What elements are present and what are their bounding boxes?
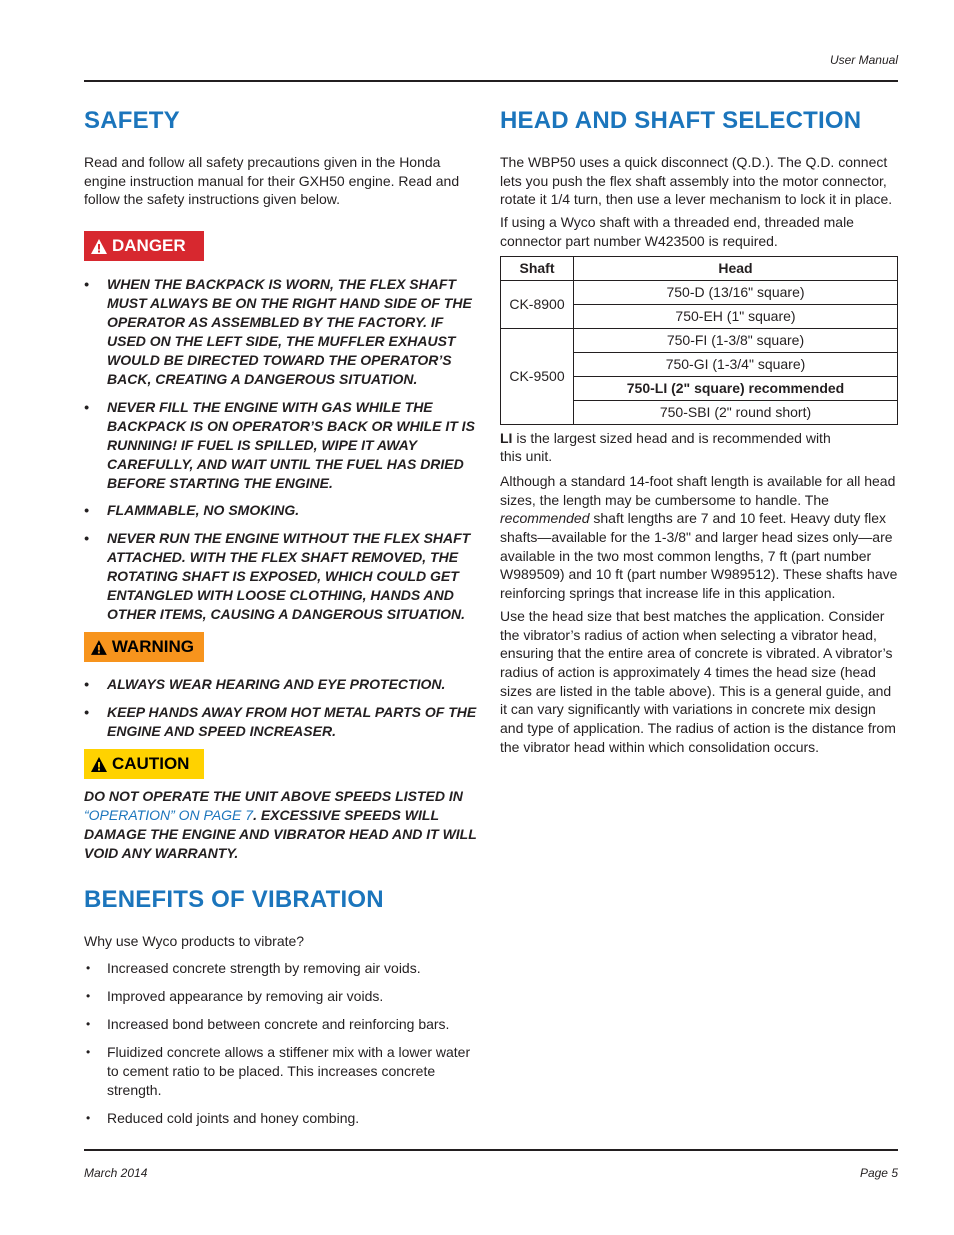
head-note-text: is the largest sized head and is recommended with this unit. <box>500 429 831 465</box>
head-note-bold: LI <box>500 429 513 446</box>
benefit-item: • Reduced cold joints and honey combing. <box>84 1109 474 1128</box>
shaft-cell: CK-9500 <box>501 328 574 424</box>
shaft-cell: CK-8900 <box>501 280 574 328</box>
head-cell: 750-D (13/16" square) <box>574 280 898 304</box>
danger-badge <box>84 231 204 261</box>
footer-date: March 2014 <box>84 1166 148 1180</box>
caution-text-part: . EXCESSIVE SPEEDS WILL DAMAGE THE ENGINE AND VIBRATOR HEAD AND IT WILL VOID ANY WARRANTY. <box>84 807 477 862</box>
warning-item: • ALWAYS WEAR HEARING AND EYE PROTECTION. <box>84 675 484 694</box>
warning-list <box>84 675 484 741</box>
caution-label: CAUTION <box>112 754 190 774</box>
warning-alert-icon <box>90 639 108 656</box>
table-header-row <box>501 256 898 280</box>
head-shaft-para1: The WBP50 uses a quick disconnect (Q.D.). The Q.D. connect lets you push the flex shaft assembly into the motor connector, rotate it 1/4 turn, then use a lever mechanism to lock it in place. <box>500 154 893 208</box>
caution-badge <box>84 749 204 779</box>
danger-label: DANGER <box>112 236 186 256</box>
danger-item: • FLAMMABLE, NO SMOKING. <box>84 501 484 520</box>
footer-page-number: Page 5 <box>859 1166 898 1180</box>
head-cell-recommended: 750-LI (2" square) recommended <box>574 376 898 400</box>
safety-intro: Read and follow all safety precautions given in the Honda engine instruction manual for their GXH50 engine. Read and follow the safety instructions given below. <box>84 154 460 208</box>
benefit-item: • Fluidized concrete allows a stiffener mix with a lower water to cement ratio to be placed. This increases concrete strength. <box>84 1043 474 1100</box>
col-shaft-header: Shaft <box>501 256 574 280</box>
head-cell: 750-FI (1-3/8" square) <box>574 328 898 352</box>
caution-alert-icon <box>90 756 108 773</box>
col-head-header: Head <box>574 256 898 280</box>
benefit-item: • Increased bond between concrete and reinforcing bars. <box>84 1015 474 1034</box>
head-shaft-heading: HEAD AND SHAFT SELECTION <box>500 107 862 134</box>
head-shaft-para2: If using a Wyco shaft with a threaded end, threaded male connector part number W423500 is required. <box>500 214 854 249</box>
caution-text <box>84 787 479 863</box>
para3-part: Although a standard 14-foot shaft length is available for all head sizes, the length may be cumbersome to handle. The <box>500 472 896 508</box>
danger-item: • NEVER RUN THE ENGINE WITHOUT THE FLEX SHAFT ATTACHED. WITH THE FLEX SHAFT REMOVED, THE ROTATING SHAFT IS EXPOSED, WHICH COULD GET ENTANGLED WITH LOOSE CLOTHING, HANDS AND OTHER ITEMS, CAUSING A DANGEROUS SITUATION. <box>84 529 484 624</box>
benefit-item: • Improved appearance by removing air voids. <box>84 987 474 1006</box>
danger-item: • WHEN THE BACKPACK IS WORN, THE FLEX SHAFT MUST ALWAYS BE ON THE RIGHT HAND SIDE OF THE OPERATOR AS ASSEMBLED BY THE FACTORY. IF USED ON THE LEFT SIDE, THE MUFFLER EXHAUST WOULD BE DIRECTED TOWARD THE OPERATOR’S BACK, CREATING A DANGEROUS SITUATION. <box>84 275 484 389</box>
shaft-head-table <box>500 256 898 425</box>
head-cell: 750-GI (1-3/4" square) <box>574 352 898 376</box>
danger-alert-icon <box>90 238 108 255</box>
operation-page-link[interactable]: “OPERATION” ON PAGE 7 <box>84 807 254 824</box>
danger-list <box>84 275 484 624</box>
benefits-intro: Why use Wyco products to vibrate? <box>84 933 305 950</box>
table-row <box>501 328 898 352</box>
header-title: User Manual <box>829 53 898 67</box>
benefits-heading: BENEFITS OF VIBRATION <box>84 886 384 914</box>
para3-emphasis: recommended <box>500 510 590 527</box>
warning-label: WARNING <box>111 637 194 657</box>
warning-item: • KEEP HANDS AWAY FROM HOT METAL PARTS OF THE ENGINE AND SPEED INCREASER. <box>84 703 484 741</box>
head-shaft-para3 <box>500 472 900 603</box>
table-row <box>501 280 898 304</box>
safety-heading: SAFETY <box>84 107 180 134</box>
header-rule <box>84 80 898 82</box>
caution-text-part: DO NOT OPERATE THE UNIT ABOVE SPEEDS LISTED IN <box>84 788 463 805</box>
head-shaft-para4: Use the head size that best matches the application. Consider the vibrator’s radius of action when selecting a vibrator head, ensuring that the entire area of concrete is vibrated. A vibrator’s radius of action is approximately 4 times the head size (head sizes are listed in the table above). This is a general guide, and it can vary significantly with variations in concrete mix design and type of application. The radius of action is the distance from the vibrator head within which consolidation occurs. <box>500 607 896 755</box>
head-note <box>500 429 850 466</box>
warning-badge <box>84 632 204 662</box>
footer-rule <box>84 1149 898 1151</box>
benefit-item: • Increased concrete strength by removing air voids. <box>84 959 474 978</box>
left-column <box>84 106 484 1137</box>
danger-item: • NEVER FILL THE ENGINE WITH GAS WHILE THE BACKPACK IS ON OPERATOR’S BACK OR WHILE IT IS RUNNING! IF FUEL IS SPILLED, WIPE IT AWAY CAREFULLY, AND WAIT UNTIL THE FUEL HAS DRIED BEFORE STARTING THE ENGINE. <box>84 398 484 493</box>
para3-part: shaft lengths are 7 and 10 feet. Heavy duty flex shafts—available for the 1-3/8" and larger head sizes only—are available in the two most common lengths, 7 ft (part number W989509) and 10 ft (part number W989512). These shafts have reinforcing springs that increase life in this application. <box>500 510 898 602</box>
head-cell: 750-SBI (2" round short) <box>574 400 898 424</box>
head-cell: 750-EH (1" square) <box>574 304 898 328</box>
benefits-list <box>84 959 474 1128</box>
right-column <box>500 106 900 756</box>
